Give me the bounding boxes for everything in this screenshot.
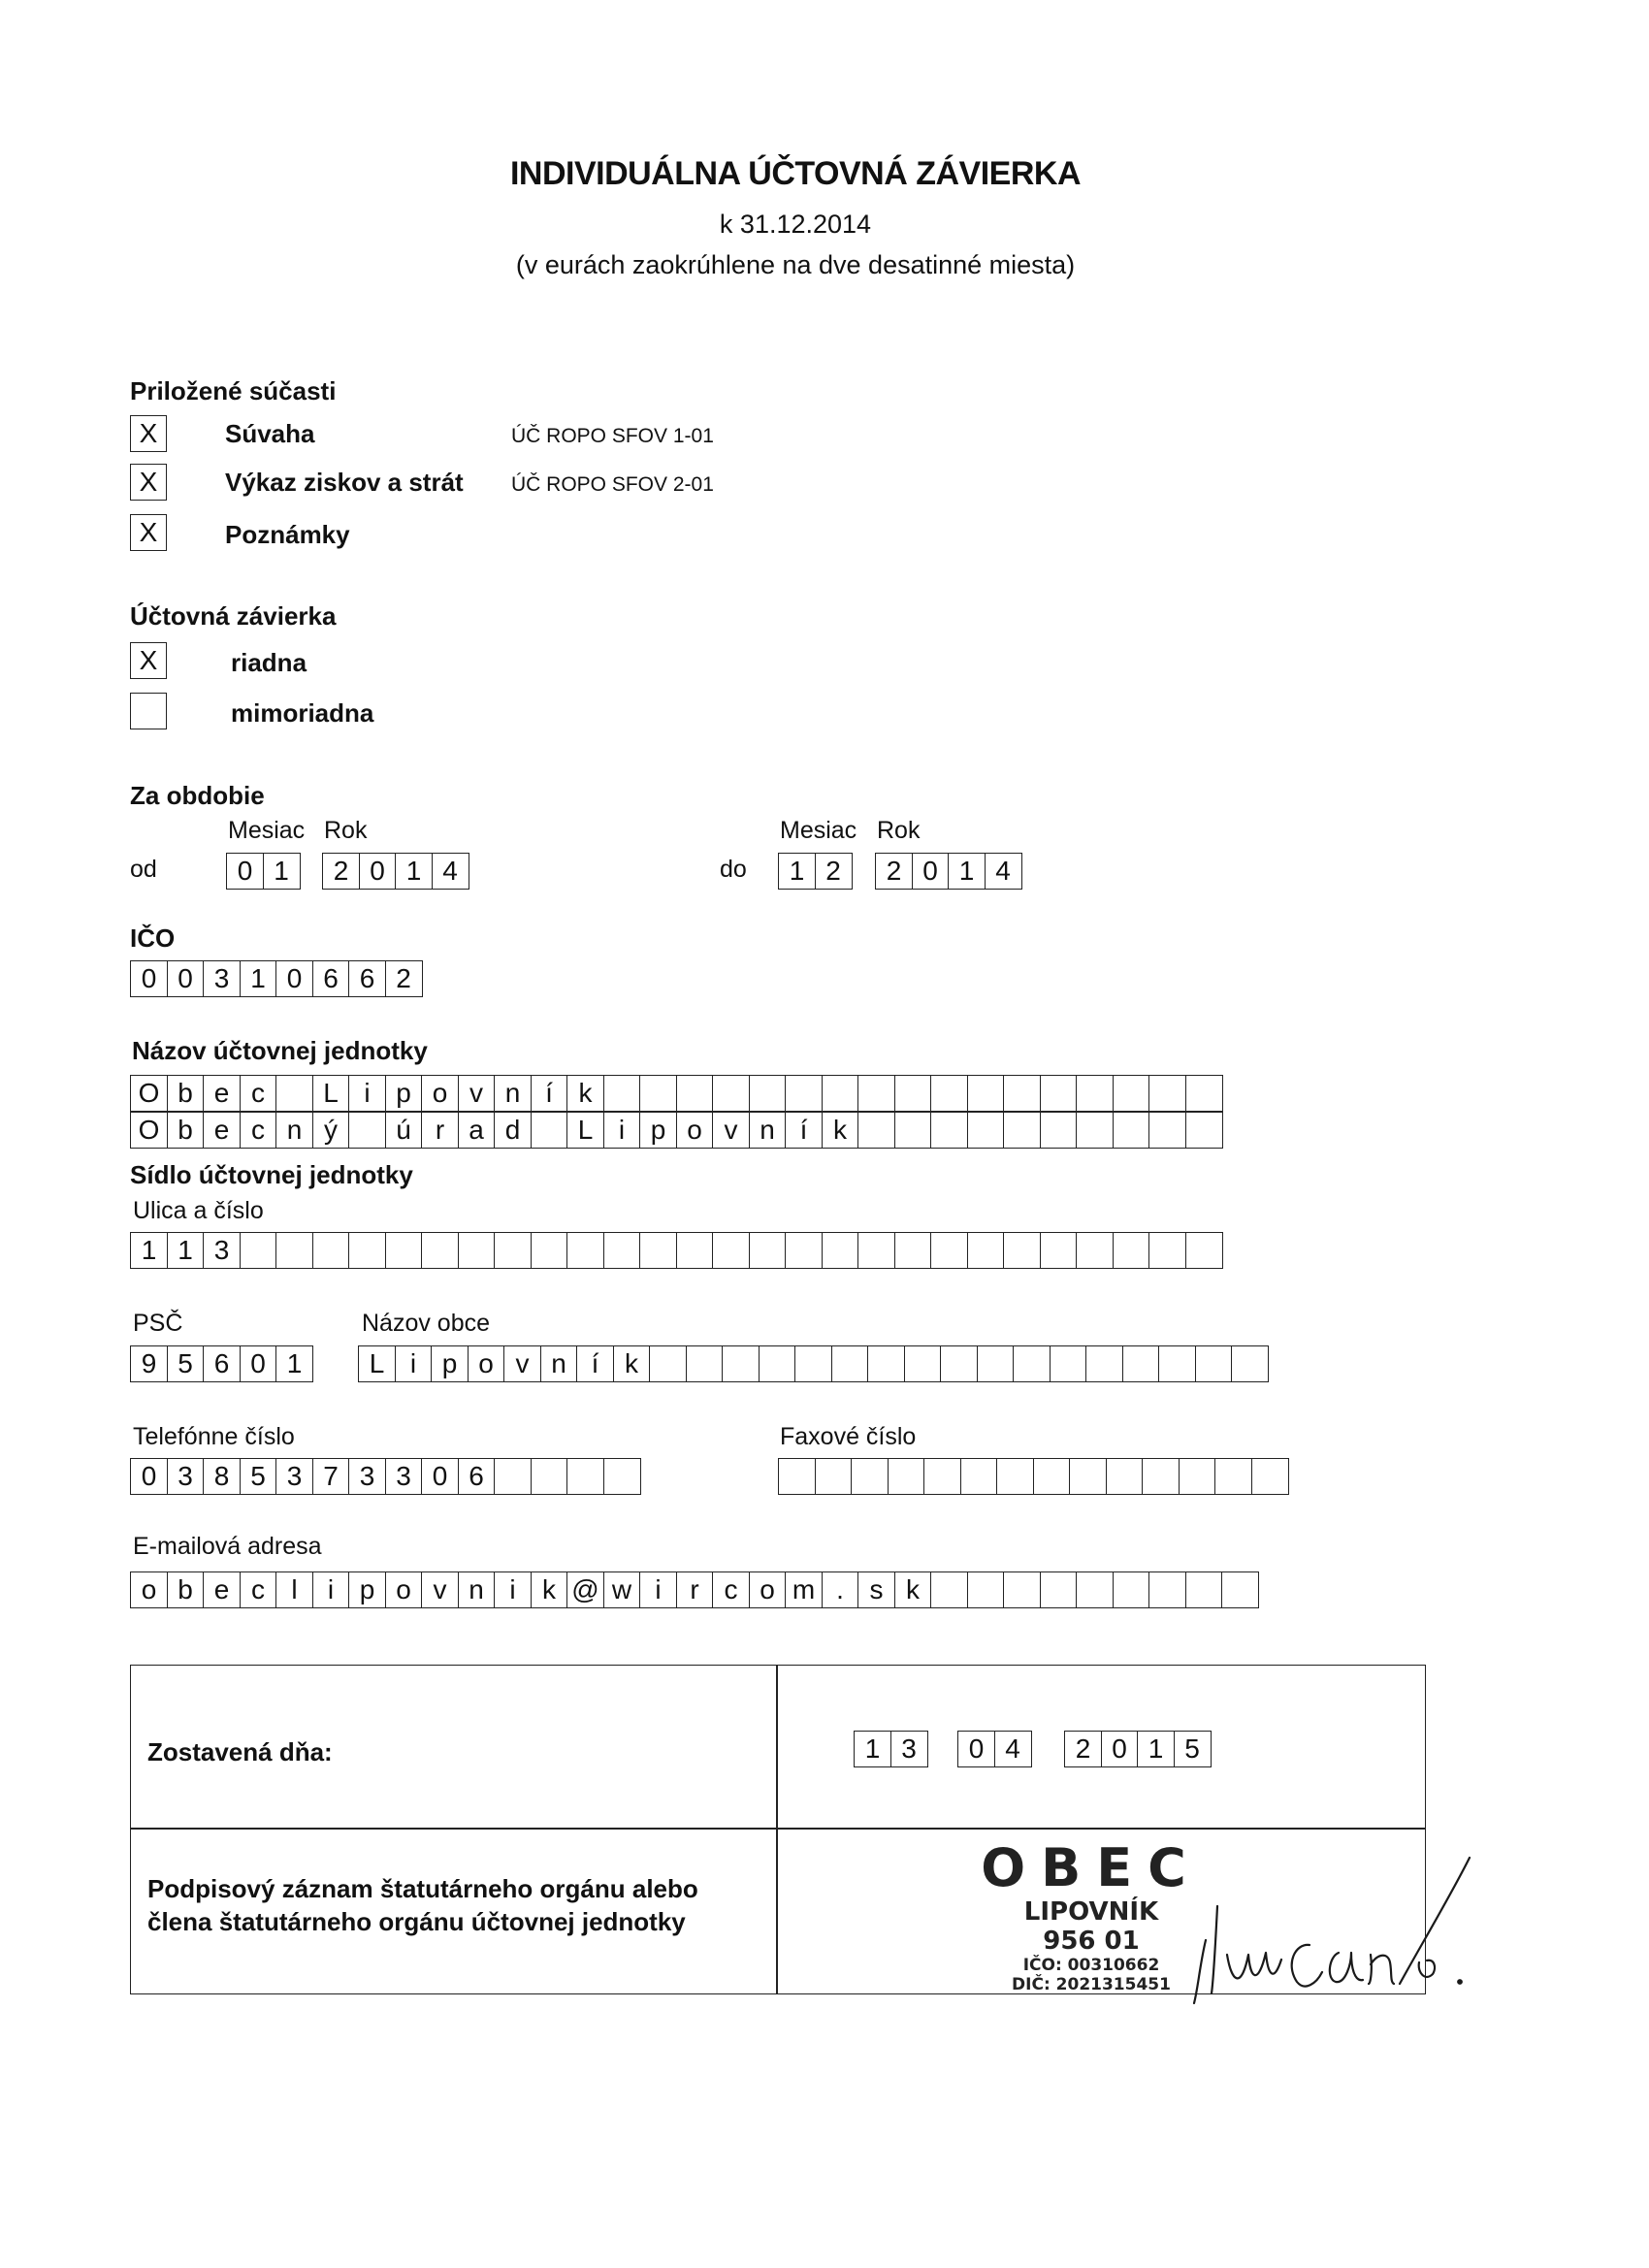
char-cell[interactable] <box>603 1232 641 1269</box>
from-year-label: Rok <box>324 817 368 844</box>
char-cell[interactable]: L <box>566 1112 604 1149</box>
attachment-label: Súvaha <box>225 419 315 448</box>
ico-label: IČO <box>130 923 176 953</box>
to-month-label: Mesiac <box>780 817 857 844</box>
char-cell[interactable] <box>894 1232 932 1269</box>
email-label: E-mailová adresa <box>133 1533 322 1560</box>
char-cell[interactable] <box>1040 1112 1078 1149</box>
char-cell[interactable]: 4 <box>994 1731 1032 1767</box>
char-cell[interactable] <box>930 1075 968 1112</box>
town-field[interactable] <box>358 1345 1269 1382</box>
period-heading: Za obdobie <box>130 781 265 810</box>
attachment-item-suvaha <box>130 415 809 454</box>
char-cell[interactable]: n <box>275 1112 313 1149</box>
char-cell[interactable] <box>1113 1571 1150 1608</box>
char-cell[interactable] <box>603 1075 641 1112</box>
char-cell[interactable]: 1 <box>263 853 301 890</box>
char-cell[interactable]: 0 <box>421 1458 459 1495</box>
ico-field[interactable] <box>130 960 423 997</box>
char-cell[interactable]: 8 <box>203 1458 241 1495</box>
char-cell[interactable]: 1 <box>240 960 277 997</box>
char-cell[interactable]: e <box>203 1112 241 1149</box>
char-cell[interactable]: e <box>203 1075 241 1112</box>
char-cell[interactable]: 3 <box>385 1458 423 1495</box>
char-cell[interactable]: d <box>494 1112 532 1149</box>
char-cell[interactable] <box>458 1232 496 1269</box>
char-cell[interactable] <box>1040 1571 1078 1608</box>
char-cell[interactable] <box>930 1571 968 1608</box>
attachment-code: ÚČ ROPO SFOV 2-01 <box>511 473 714 496</box>
checkbox-poznamky[interactable]: X <box>130 514 167 551</box>
char-cell[interactable]: v <box>503 1345 541 1382</box>
char-cell[interactable]: 0 <box>957 1731 995 1767</box>
char-cell[interactable]: 0 <box>275 960 313 997</box>
label-mimoriadna: mimoriadna <box>231 698 374 728</box>
street-label: Ulica a číslo <box>133 1197 264 1224</box>
char-cell[interactable] <box>603 1458 641 1495</box>
attachment-item-vykaz <box>130 464 809 502</box>
char-cell[interactable]: 1 <box>130 1232 168 1269</box>
char-cell[interactable] <box>686 1345 724 1382</box>
char-cell[interactable] <box>1158 1345 1196 1382</box>
char-cell[interactable]: 6 <box>348 960 386 997</box>
char-cell[interactable] <box>967 1112 1005 1149</box>
char-cell[interactable]: o <box>749 1571 787 1608</box>
char-cell[interactable]: v <box>421 1571 459 1608</box>
stamp-line-psc: 956 01 <box>1043 1927 1140 1956</box>
statement-type-heading: Účtovná závierka <box>130 601 337 631</box>
checkbox-riadna[interactable]: X <box>130 642 167 679</box>
char-cell[interactable]: O <box>130 1075 168 1112</box>
entity-name-label: Názov účtovnej jednotky <box>132 1036 428 1065</box>
char-cell[interactable]: o <box>130 1571 168 1608</box>
from-year-field[interactable] <box>322 853 469 890</box>
char-cell[interactable]: 6 <box>312 960 350 997</box>
char-cell[interactable]: i <box>639 1571 677 1608</box>
char-cell[interactable] <box>794 1345 832 1382</box>
char-cell[interactable] <box>421 1232 459 1269</box>
char-cell[interactable]: i <box>312 1571 350 1608</box>
char-cell[interactable]: 0 <box>912 853 950 890</box>
char-cell[interactable] <box>967 1075 1005 1112</box>
char-cell[interactable]: L <box>358 1345 396 1382</box>
char-cell[interactable]: b <box>167 1571 205 1608</box>
char-cell[interactable] <box>531 1232 568 1269</box>
char-cell[interactable]: í <box>531 1075 568 1112</box>
char-cell[interactable] <box>275 1232 313 1269</box>
char-cell[interactable] <box>1148 1571 1186 1608</box>
char-cell[interactable]: p <box>431 1345 469 1382</box>
char-cell[interactable] <box>240 1232 277 1269</box>
char-cell[interactable]: b <box>167 1075 205 1112</box>
email-field[interactable] <box>130 1571 1259 1608</box>
char-cell[interactable] <box>967 1571 1005 1608</box>
char-cell[interactable] <box>749 1075 787 1112</box>
char-cell[interactable] <box>1122 1345 1160 1382</box>
char-cell[interactable] <box>1076 1571 1114 1608</box>
char-cell[interactable]: l <box>275 1571 313 1608</box>
to-year-label: Rok <box>877 817 921 844</box>
attachment-code: ÚČ ROPO SFOV 1-01 <box>511 425 714 447</box>
char-cell[interactable] <box>1148 1075 1186 1112</box>
char-cell[interactable] <box>759 1345 796 1382</box>
char-cell[interactable]: e <box>203 1571 241 1608</box>
entity-name-row-2[interactable] <box>130 1112 1223 1149</box>
char-cell[interactable] <box>1003 1232 1041 1269</box>
compiled-year-field[interactable] <box>1064 1731 1212 1767</box>
char-cell[interactable]: 3 <box>890 1731 928 1767</box>
char-cell[interactable]: 3 <box>275 1458 313 1495</box>
char-cell[interactable]: a <box>458 1112 496 1149</box>
stamp-line-obec: OBEC <box>981 1837 1202 1898</box>
char-cell[interactable]: p <box>348 1571 386 1608</box>
char-cell[interactable]: k <box>566 1075 604 1112</box>
char-cell[interactable] <box>1185 1571 1223 1608</box>
char-cell[interactable] <box>1113 1075 1150 1112</box>
date-line: k 31.12.2014 <box>719 210 872 239</box>
char-cell[interactable]: m <box>785 1571 823 1608</box>
char-cell[interactable] <box>1179 1458 1216 1495</box>
char-cell[interactable]: 1 <box>275 1345 313 1382</box>
to-year-field[interactable] <box>875 853 1022 890</box>
char-cell[interactable]: 1 <box>948 853 986 890</box>
char-cell[interactable] <box>348 1112 386 1149</box>
stamp-line-lipovnik: LIPOVNÍK <box>1023 1897 1159 1927</box>
char-cell[interactable] <box>531 1112 568 1149</box>
char-cell[interactable] <box>494 1232 532 1269</box>
char-cell[interactable] <box>1040 1232 1078 1269</box>
char-cell[interactable]: 4 <box>985 853 1022 890</box>
char-cell[interactable]: 1 <box>854 1731 891 1767</box>
signoff-divider-v <box>776 1665 778 1994</box>
char-cell[interactable]: 2 <box>322 853 360 890</box>
char-cell[interactable] <box>1003 1571 1041 1608</box>
char-cell[interactable] <box>312 1232 350 1269</box>
from-month-field[interactable] <box>226 853 301 890</box>
char-cell[interactable] <box>676 1232 714 1269</box>
units-line: (v eurách zaokrúhlene na dve desatinné miesta) <box>515 250 1076 279</box>
char-cell[interactable] <box>857 1112 895 1149</box>
char-cell[interactable]: O <box>130 1112 168 1149</box>
char-cell[interactable]: 1 <box>778 853 816 890</box>
char-cell[interactable] <box>1185 1075 1223 1112</box>
char-cell[interactable] <box>831 1345 869 1382</box>
from-label: od <box>130 856 157 883</box>
char-cell[interactable]: c <box>240 1571 277 1608</box>
char-cell[interactable] <box>1148 1232 1186 1269</box>
char-cell[interactable]: p <box>639 1112 677 1149</box>
char-cell[interactable] <box>1142 1458 1180 1495</box>
char-cell[interactable]: r <box>421 1112 459 1149</box>
seat-label: Sídlo účtovnej jednotky <box>130 1160 413 1189</box>
char-cell[interactable]: 3 <box>203 1232 241 1269</box>
char-cell[interactable] <box>977 1345 1015 1382</box>
char-cell[interactable]: o <box>676 1112 714 1149</box>
label-riadna: riadna <box>231 648 307 677</box>
char-cell[interactable] <box>1214 1458 1252 1495</box>
char-cell[interactable] <box>1076 1232 1114 1269</box>
checkbox-vykaz[interactable]: X <box>130 464 167 501</box>
char-cell[interactable]: 3 <box>348 1458 386 1495</box>
char-cell[interactable] <box>785 1075 823 1112</box>
char-cell[interactable] <box>494 1458 532 1495</box>
char-cell[interactable] <box>857 1075 895 1112</box>
char-cell[interactable] <box>566 1458 604 1495</box>
char-cell[interactable] <box>851 1458 889 1495</box>
char-cell[interactable]: 6 <box>203 1345 241 1382</box>
checkbox-mimoriadna[interactable] <box>130 693 167 729</box>
char-cell[interactable]: 3 <box>203 960 241 997</box>
town-label: Názov obce <box>362 1310 491 1337</box>
stamp-line-dic: DIČ: 2021315451 <box>1012 1975 1171 1994</box>
char-cell[interactable]: í <box>785 1112 823 1149</box>
char-cell[interactable]: 0 <box>130 960 168 997</box>
char-cell[interactable] <box>1076 1112 1114 1149</box>
char-cell[interactable]: 0 <box>130 1458 168 1495</box>
char-cell[interactable]: p <box>385 1075 423 1112</box>
char-cell[interactable] <box>940 1345 978 1382</box>
char-cell[interactable]: n <box>540 1345 578 1382</box>
char-cell[interactable] <box>749 1232 787 1269</box>
char-cell[interactable] <box>1106 1458 1144 1495</box>
char-cell[interactable]: 3 <box>167 1458 205 1495</box>
attachment-label: Výkaz ziskov a strát <box>225 468 464 497</box>
char-cell[interactable]: w <box>603 1571 641 1608</box>
from-month-label: Mesiac <box>228 817 306 844</box>
phone-field[interactable] <box>130 1458 641 1495</box>
char-cell[interactable]: 2 <box>1064 1731 1102 1767</box>
char-cell[interactable] <box>1195 1345 1233 1382</box>
char-cell[interactable] <box>967 1232 1005 1269</box>
char-cell[interactable]: ú <box>385 1112 423 1149</box>
char-cell[interactable]: k <box>894 1571 932 1608</box>
char-cell[interactable] <box>385 1232 423 1269</box>
checkbox-suvaha[interactable]: X <box>130 415 167 452</box>
char-cell[interactable]: L <box>312 1075 350 1112</box>
char-cell[interactable]: 0 <box>240 1345 277 1382</box>
char-cell[interactable]: 5 <box>240 1458 277 1495</box>
char-cell[interactable]: ý <box>312 1112 350 1149</box>
char-cell[interactable] <box>1231 1345 1269 1382</box>
char-cell[interactable]: o <box>385 1571 423 1608</box>
char-cell[interactable]: 0 <box>167 960 205 997</box>
char-cell[interactable]: v <box>458 1075 496 1112</box>
char-cell[interactable] <box>1251 1458 1289 1495</box>
attachments-heading: Priložené súčasti <box>130 376 337 405</box>
compiled-label: Zostavená dňa: <box>147 1737 333 1766</box>
char-cell[interactable]: s <box>857 1571 895 1608</box>
char-cell[interactable]: 0 <box>1101 1731 1139 1767</box>
char-cell[interactable] <box>649 1345 687 1382</box>
char-cell[interactable] <box>348 1232 386 1269</box>
attachment-label: Poznámky <box>225 520 350 549</box>
char-cell[interactable] <box>960 1458 998 1495</box>
char-cell[interactable] <box>1185 1232 1223 1269</box>
char-cell[interactable] <box>888 1458 925 1495</box>
char-cell[interactable] <box>894 1112 932 1149</box>
char-cell[interactable] <box>1221 1571 1259 1608</box>
compiled-day-field[interactable] <box>854 1731 928 1767</box>
char-cell[interactable]: 5 <box>1174 1731 1212 1767</box>
char-cell[interactable]: i <box>395 1345 433 1382</box>
char-cell[interactable] <box>1113 1232 1150 1269</box>
stamp-line-ico: IČO: 00310662 <box>1022 1956 1160 1975</box>
char-cell[interactable]: n <box>749 1112 787 1149</box>
char-cell[interactable]: 4 <box>432 853 469 890</box>
fax-field[interactable] <box>778 1458 1289 1495</box>
char-cell[interactable] <box>639 1232 677 1269</box>
char-cell[interactable] <box>531 1458 568 1495</box>
char-cell[interactable]: v <box>712 1112 750 1149</box>
char-cell[interactable]: c <box>240 1075 277 1112</box>
char-cell[interactable]: @ <box>566 1571 604 1608</box>
char-cell[interactable]: 1 <box>1137 1731 1175 1767</box>
char-cell[interactable] <box>1148 1112 1186 1149</box>
char-cell[interactable] <box>894 1075 932 1112</box>
fax-label: Faxové číslo <box>780 1423 917 1450</box>
char-cell[interactable] <box>1085 1345 1123 1382</box>
char-cell[interactable]: k <box>822 1112 859 1149</box>
signature-label <box>147 1872 698 1938</box>
char-cell[interactable]: 1 <box>395 853 433 890</box>
char-cell[interactable]: 7 <box>312 1458 350 1495</box>
char-cell[interactable]: i <box>603 1112 641 1149</box>
char-cell[interactable] <box>822 1232 859 1269</box>
char-cell[interactable] <box>822 1075 859 1112</box>
char-cell[interactable]: 9 <box>130 1345 168 1382</box>
char-cell[interactable] <box>785 1232 823 1269</box>
entity-name-row-1[interactable] <box>130 1075 1223 1112</box>
char-cell[interactable]: o <box>468 1345 505 1382</box>
char-cell[interactable] <box>1113 1112 1150 1149</box>
char-cell[interactable]: c <box>712 1571 750 1608</box>
char-cell[interactable]: i <box>494 1571 532 1608</box>
char-cell[interactable] <box>722 1345 760 1382</box>
char-cell[interactable] <box>1050 1345 1087 1382</box>
char-cell[interactable]: r <box>676 1571 714 1608</box>
official-stamp <box>955 1839 1227 1994</box>
signature-label-line-2: člena štatutárneho orgánu účtovnej jednotky <box>147 1907 686 1936</box>
compiled-month-field[interactable] <box>957 1731 1032 1767</box>
document-title: INDIVIDUÁLNA ÚČTOVNÁ ZÁVIERKA <box>509 155 1082 192</box>
char-cell[interactable] <box>639 1075 677 1112</box>
phone-label: Telefónne číslo <box>133 1423 295 1450</box>
char-cell[interactable] <box>1013 1345 1051 1382</box>
char-cell[interactable] <box>712 1232 750 1269</box>
char-cell[interactable] <box>676 1075 714 1112</box>
char-cell[interactable] <box>1076 1075 1114 1112</box>
char-cell[interactable] <box>996 1458 1034 1495</box>
char-cell[interactable]: o <box>421 1075 459 1112</box>
to-month-field[interactable] <box>778 853 853 890</box>
char-cell[interactable]: 0 <box>226 853 264 890</box>
char-cell[interactable] <box>867 1345 905 1382</box>
char-cell[interactable] <box>778 1458 816 1495</box>
char-cell[interactable] <box>275 1075 313 1112</box>
char-cell[interactable]: n <box>494 1075 532 1112</box>
char-cell[interactable] <box>857 1232 895 1269</box>
handwritten-signature <box>1188 1848 1479 2013</box>
char-cell[interactable] <box>1033 1458 1071 1495</box>
char-cell[interactable]: 2 <box>875 853 913 890</box>
char-cell[interactable]: k <box>531 1571 568 1608</box>
psc-field[interactable] <box>130 1345 313 1382</box>
char-cell[interactable] <box>923 1458 961 1495</box>
street-field[interactable] <box>130 1232 1223 1269</box>
char-cell[interactable]: 1 <box>167 1232 205 1269</box>
char-cell[interactable]: c <box>240 1112 277 1149</box>
char-cell[interactable] <box>712 1075 750 1112</box>
char-cell[interactable] <box>1185 1112 1223 1149</box>
char-cell[interactable]: 2 <box>815 853 853 890</box>
char-cell[interactable] <box>566 1232 604 1269</box>
signoff-divider-h <box>130 1828 1426 1830</box>
char-cell[interactable] <box>1040 1075 1078 1112</box>
char-cell[interactable]: 5 <box>167 1345 205 1382</box>
to-label: do <box>720 856 747 883</box>
char-cell[interactable]: b <box>167 1112 205 1149</box>
char-cell[interactable] <box>1003 1075 1041 1112</box>
char-cell[interactable] <box>815 1458 853 1495</box>
char-cell[interactable]: 2 <box>385 960 423 997</box>
signature-label-line-1: Podpisový záznam štatutárneho orgánu alebo <box>147 1874 698 1903</box>
char-cell[interactable] <box>1003 1112 1041 1149</box>
char-cell[interactable]: n <box>458 1571 496 1608</box>
char-cell[interactable]: í <box>576 1345 614 1382</box>
char-cell[interactable] <box>1069 1458 1107 1495</box>
char-cell[interactable]: 6 <box>458 1458 496 1495</box>
attachment-item-poznamky <box>130 514 809 553</box>
char-cell[interactable]: 0 <box>359 853 397 890</box>
char-cell[interactable]: . <box>822 1571 859 1608</box>
char-cell[interactable]: i <box>348 1075 386 1112</box>
char-cell[interactable]: k <box>613 1345 651 1382</box>
char-cell[interactable] <box>930 1112 968 1149</box>
psc-label: PSČ <box>133 1310 183 1337</box>
char-cell[interactable] <box>930 1232 968 1269</box>
char-cell[interactable] <box>904 1345 942 1382</box>
